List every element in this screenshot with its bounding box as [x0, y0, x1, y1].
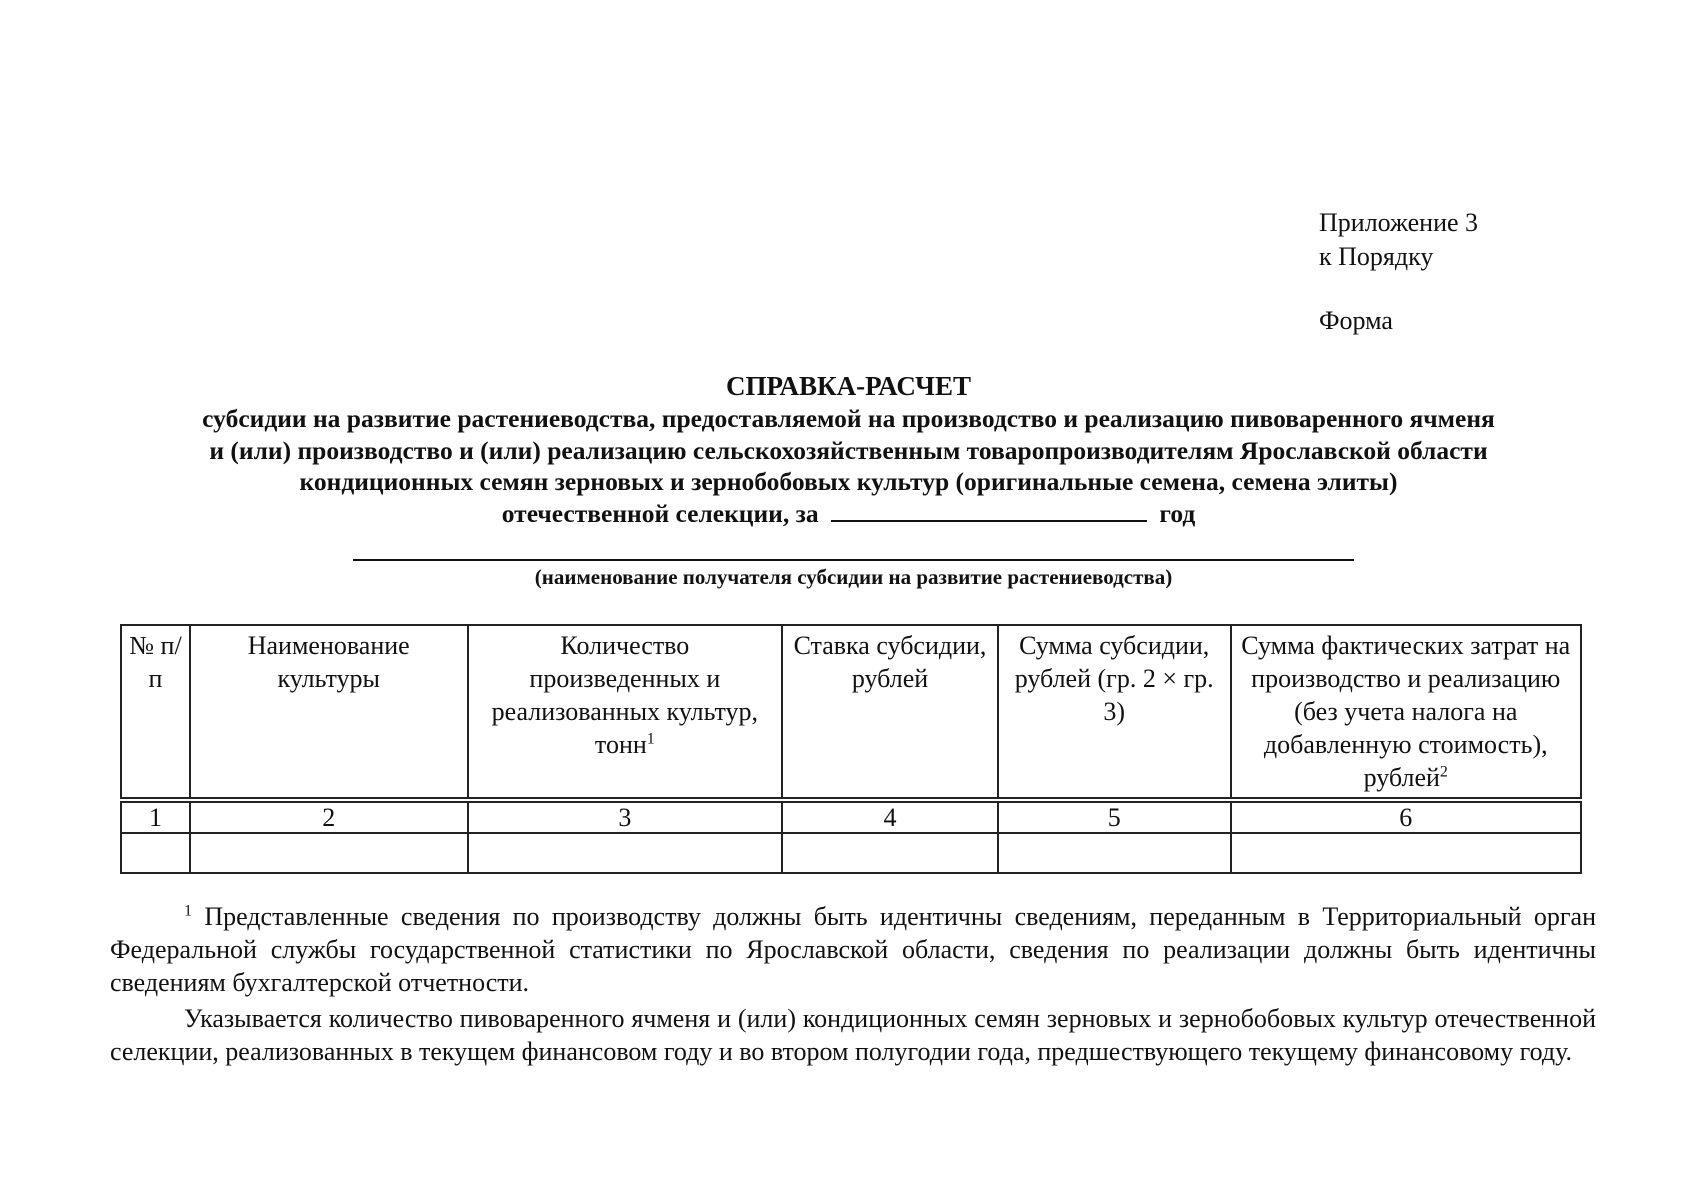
table-cell[interactable] — [998, 833, 1231, 873]
appendix-block — [1319, 206, 1478, 338]
subtitle-line-1: субсидии на развитие растениеводства, предоставляемой на производство и реализацию пивоваренного ячменя — [202, 404, 1495, 433]
column-number: 5 — [998, 802, 1231, 833]
recipient-name-blank-line[interactable] — [353, 559, 1354, 561]
subtitle-line-4 — [110, 498, 1587, 530]
column-number: 1 — [121, 802, 190, 833]
header-col-3: Количество произведенных и реализованных культур, тонн$^1$ — [468, 625, 783, 798]
header-col-5: Сумма субсидии, рублей (гр. 2 × гр. 3) — [998, 625, 1231, 798]
table-cell[interactable] — [121, 833, 190, 873]
document-heading — [110, 369, 1587, 529]
form-label: Форма — [1319, 306, 1393, 335]
column-number: 4 — [782, 802, 998, 833]
column-number: 6 — [1231, 802, 1581, 833]
appendix-number: Приложение 3 — [1319, 208, 1479, 237]
year-blank-field[interactable] — [831, 498, 1147, 522]
table-cell[interactable] — [1231, 833, 1581, 873]
table-cell[interactable] — [190, 833, 468, 873]
header-col-4: Ставка субсидии, рублей — [782, 625, 998, 798]
footnotes — [110, 900, 1596, 1068]
header-col-6: Сумма фактических затрат на производство и реализацию (без учета налога на добавленную стоимость), рублей$^2$ — [1231, 625, 1581, 798]
table-header-row — [121, 625, 1581, 798]
column-number: 3 — [468, 802, 783, 833]
subtitle-line-2: и (или) производство и (или) реализацию сельскохозяйственным товаропроизводителям Ярославской области — [209, 435, 1488, 465]
calculation-table — [120, 624, 1582, 874]
footnote-marker: 1 — [184, 902, 192, 920]
column-number-row — [121, 802, 1581, 833]
footnote-1: $^1$ Представленные сведения по производству должны быть идентичны сведениям, переданным в Территориальный орган Федеральной службы государственной статистики по Ярославской области, сведения по реализации должны быть идентичны сведениям бухгалтерской отчетности. — [110, 902, 1596, 997]
table-row — [121, 833, 1581, 873]
appendix-reference: к Порядку — [1319, 242, 1434, 271]
column-number: 2 — [190, 802, 468, 833]
footnote-2: Указывается количество пивоваренного ячменя и (или) кондиционных семян зерновых и зернобобовых культур отечественной селекции, реализованных в текущем финансовом году и во втором полугодии года, предшествующего текущему финансовому году. — [110, 1004, 1596, 1066]
subtitle-line-4-start: отечественной селекции, за — [501, 498, 819, 528]
subtitle-line-4-end: год — [1159, 498, 1196, 528]
document-title: СПРАВКА-РАСЧЕТ — [726, 371, 971, 401]
header-col-1: № п/п — [121, 625, 190, 798]
subtitle-line-3: кондиционных семян зерновых и зернобобовых культур (оригинальные семена, семена элиты) — [299, 467, 1398, 496]
header-col-2: Наименование культуры — [190, 625, 468, 798]
table-cell[interactable] — [468, 833, 783, 873]
table-cell[interactable] — [782, 833, 998, 873]
recipient-caption: (наименование получателя субсидии на развитие растениеводства) — [534, 565, 1173, 589]
